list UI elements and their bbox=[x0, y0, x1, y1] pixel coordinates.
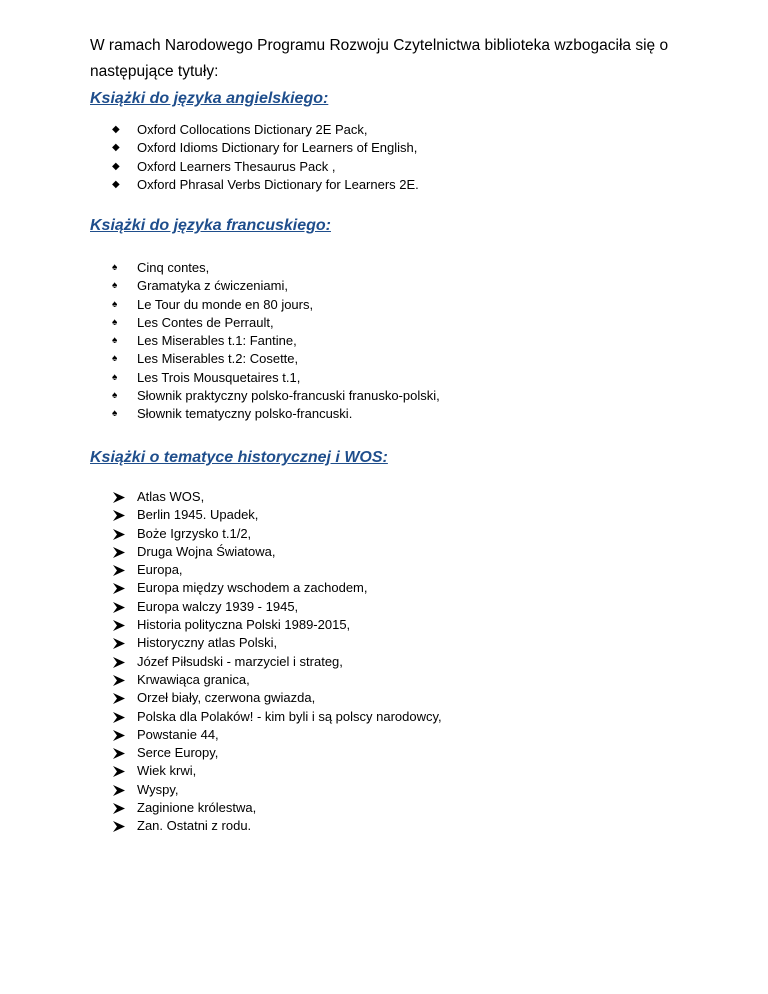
heading-french-books: Książki do języka francuskiego: bbox=[90, 217, 331, 234]
spade-icon: ♠ bbox=[112, 408, 118, 420]
diamond-icon: ◆ bbox=[112, 142, 120, 154]
spade-icon: ♠ bbox=[112, 298, 118, 310]
heading-history-books: Książki o tematyce historycznej i WOS: bbox=[90, 449, 388, 466]
spade-icon: ♠ bbox=[112, 390, 118, 402]
spade-icon: ♠ bbox=[112, 371, 118, 383]
diamond-icon: ◆ bbox=[112, 160, 120, 172]
document-page: W ramach Narodowego Programu Rozwoju Czytelnictwa biblioteka wzbogaciła się o następujące tytuły: Książki do języka angielskiego: ◆ Oxford Collocations Dictionary 2E Pack, ◆ Oxford Idioms Dictionary for Learners of English, ◆ Oxford Learners Thesaurus Pack , ◆ Oxford Phrasal Verbs Dictionary for Learners 2E. Książki do języka francuskiego: ♠ Cinq contes, ♠ Gramatyka z ćwiczeniami, ♠ Le Tour du monde en 80 jours, ♠ Les Contes de Perrault, ♠ Les Miserables t.1: Fantine, ♠ Les Miserables t.2: Cosette, ♠ Les Trois Mousquetaires t.1, ♠ Słownik praktyczny polsko-francuski franusko-polski, ♠ Słownik tematyczny polsko-francuski. Książki o tematyce historycznej i WOS: Atlas WOS, Berlin 1945. Upadek, Boże Igrzysko t.1/2, Druga Wojna Światowa, Europa, Europa między wschodem a zachodem, Europa walczy 1939 - 1945, Historia polityczna Polski 1989-2015, Historyczny atlas Polski, Józef Piłsudski - marzyciel i strateg, Krwawiąca granica, Orzeł biały, czerwona gwiazda, Polska dla Polaków! - kim byli i są polscy narodowcy, Powstanie 44, Serce Europy, Wiek krwi, Wyspy, Zaginione królestwa, Zan. Ostatni z rodu. bbox=[0, 0, 768, 994]
heading-english-books: Książki do języka angielskiego: bbox=[90, 90, 329, 107]
intro-paragraph: W ramach Narodowego Programu Rozwoju Czytelnictwa biblioteka wzbogaciła się o następujące tytuły: bbox=[90, 37, 669, 80]
spade-icon: ♠ bbox=[112, 262, 118, 273]
spade-icon: ♠ bbox=[112, 335, 118, 347]
diamond-icon: ◆ bbox=[112, 124, 120, 135]
spade-icon: ♠ bbox=[112, 353, 118, 365]
spade-icon: ♠ bbox=[112, 316, 118, 328]
diamond-icon: ◆ bbox=[112, 178, 120, 190]
spade-icon: ♠ bbox=[112, 280, 118, 292]
